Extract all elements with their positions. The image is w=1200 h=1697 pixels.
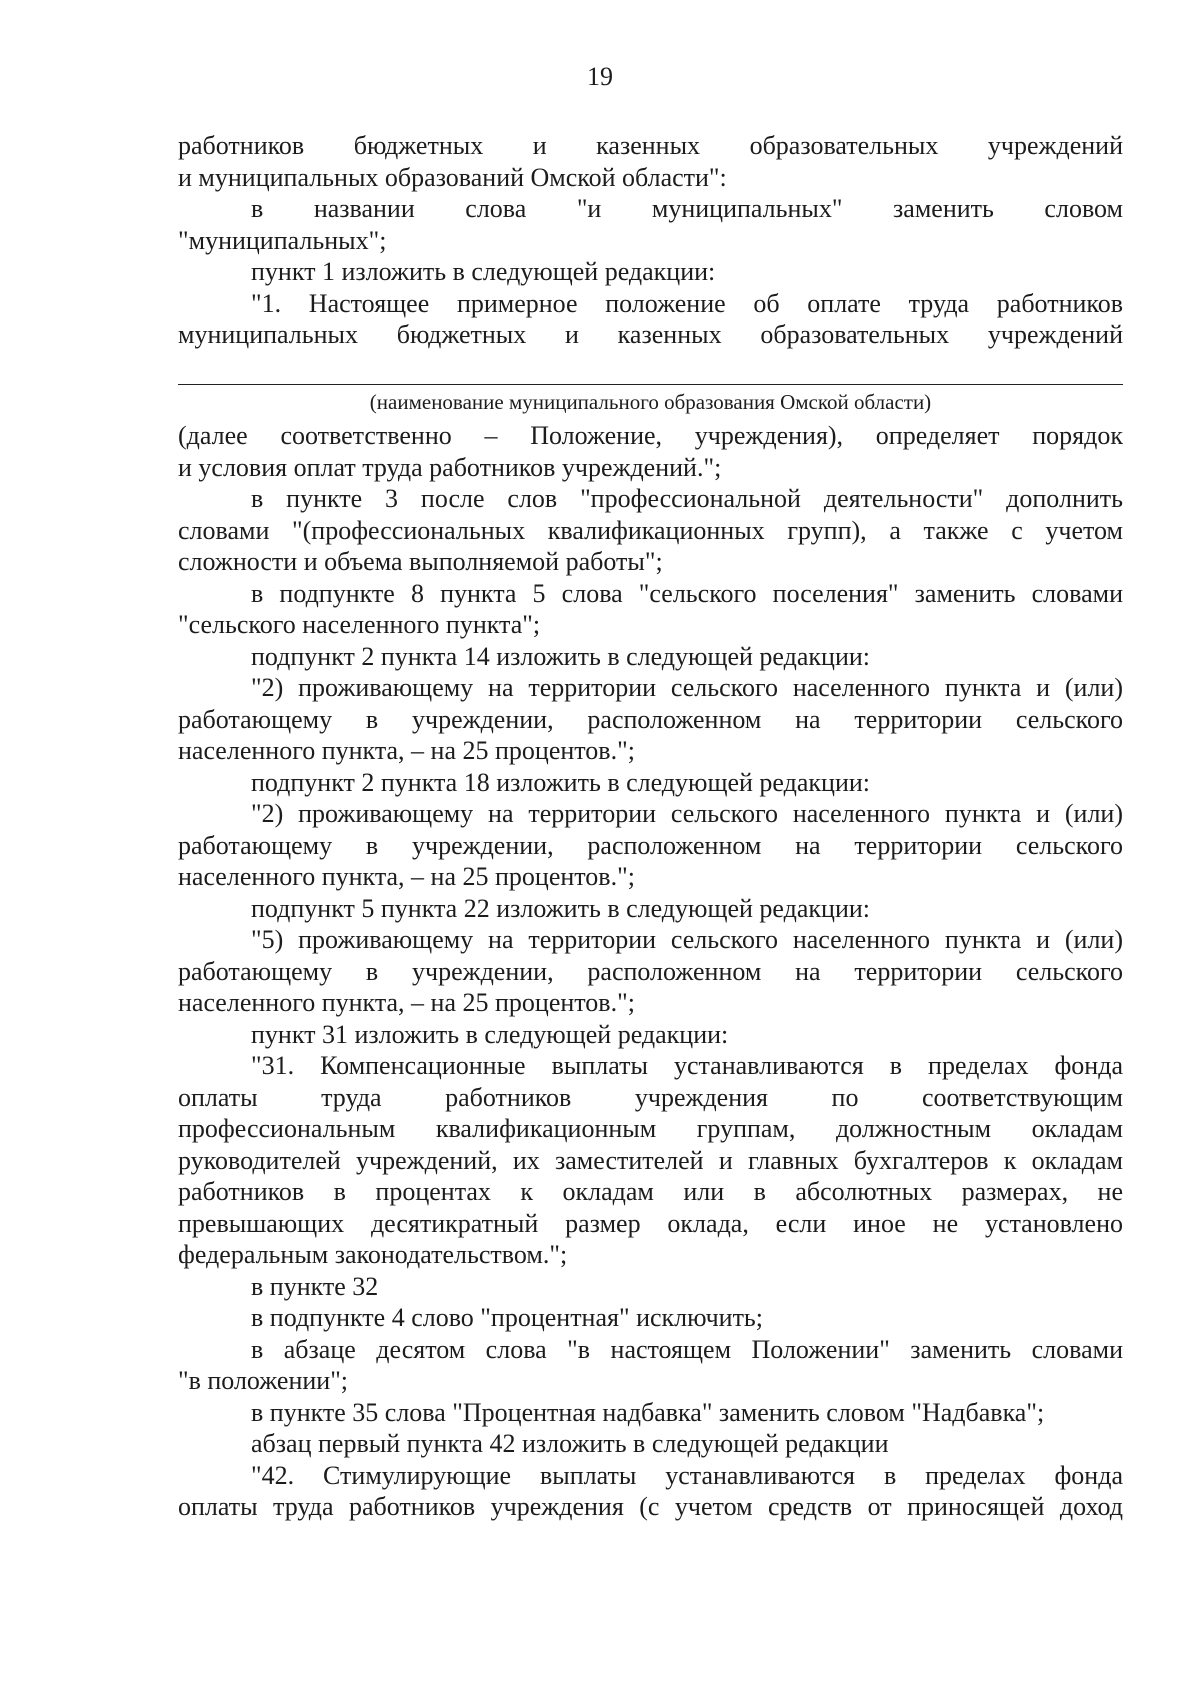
line: муниципальных бюджетных и казенных образовательных учреждений (178, 320, 1123, 349)
text-block-top (178, 130, 1123, 351)
line: федеральным законодательством."; (178, 1240, 568, 1269)
line: профессиональным квалификационным группам, должностным окладам (178, 1114, 1123, 1143)
line: подпункт 2 пункта 14 изложить в следующей редакции: (251, 641, 870, 671)
line: и условия оплат труда работников учреждений."; (178, 452, 722, 482)
line: словами "(профессиональных квалификационных групп), а также с учетом (178, 515, 1123, 545)
line: населенного пункта, – на 25 процентов."; (178, 862, 635, 891)
line: оплаты труда работников учреждения по соответствующим (178, 1082, 1123, 1112)
line: работающему в учреждении, расположенном на территории сельского (178, 704, 1123, 734)
underline-caption: (наименование муниципального образования Омской области) (369, 390, 932, 414)
line: населенного пункта, – на 25 процентов."; (178, 736, 635, 765)
line: подпункт 5 пункта 22 изложить в следующей редакции: (251, 893, 870, 923)
line: в пункте 32 (251, 1271, 379, 1301)
line: "муниципальных"; (178, 225, 387, 255)
line: "2) проживающему на территории сельского населенного пункта и (или) (251, 799, 1123, 828)
line: и муниципальных образований Омской области": (178, 162, 727, 192)
line: абзац первый пункта 42 изложить в следующей редакции (251, 1429, 889, 1458)
line: в пункте 3 после слов "профессиональной деятельности" дополнить (251, 484, 1123, 513)
line: "5) проживающему на территории сельского населенного пункта и (или) (251, 925, 1123, 954)
line: сложности и объема выполняемой работы"; (178, 547, 663, 576)
text-block-main (178, 420, 1123, 1523)
line: работников бюджетных и казенных образовательных учреждений (178, 131, 1123, 160)
line: работников в процентах к окладам или в абсолютных размерах, не (178, 1177, 1123, 1206)
line: "сельского населенного пункта"; (178, 610, 541, 639)
line: (далее соответственно – Положение, учреждения), определяет порядок (178, 421, 1123, 450)
line: работающему в учреждении, расположенном на территории сельского (178, 956, 1123, 986)
line: оплаты труда работников учреждения (с учетом средств от приносящей доход (178, 1492, 1123, 1521)
line: "1. Настоящее примерное положение об оплате труда работников (251, 288, 1123, 318)
line: "31. Компенсационные выплаты устанавливаются в пределах фонда (251, 1051, 1123, 1080)
line: работающему в учреждении, расположенном на территории сельского (178, 830, 1123, 860)
line: в подпункте 8 пункта 5 слова "сельского поселения" заменить словами (251, 578, 1123, 608)
line: превышающих десятикратный размер оклада, если иное не установлено (178, 1208, 1123, 1238)
line: руководителей учреждений, их заместителей и главных бухгалтеров к окладам (178, 1145, 1123, 1175)
page-number: 19 (587, 62, 613, 91)
line: в подпункте 4 слово "процентная" исключить; (251, 1303, 764, 1332)
line: пункт 1 изложить в следующей редакции: (251, 257, 716, 286)
blank-underline (178, 384, 1123, 385)
line: "в положении"; (178, 1366, 349, 1395)
line: подпункт 2 пункта 18 изложить в следующей редакции: (251, 767, 870, 797)
line: населенного пункта, – на 25 процентов."; (178, 988, 635, 1017)
line: в абзаце десятом слова "в настоящем Положении" заменить словами (251, 1334, 1123, 1364)
line: "2) проживающему на территории сельского населенного пункта и (или) (251, 673, 1123, 702)
line: пункт 31 изложить в следующей редакции: (251, 1019, 729, 1049)
line: в названии слова "и муниципальных" заменить словом (251, 194, 1123, 223)
line: "42. Стимулирующие выплаты устанавливаются в пределах фонда (251, 1460, 1123, 1490)
line: в пункте 35 слова "Процентная надбавка" заменить словом "Надбавка"; (251, 1397, 1045, 1427)
